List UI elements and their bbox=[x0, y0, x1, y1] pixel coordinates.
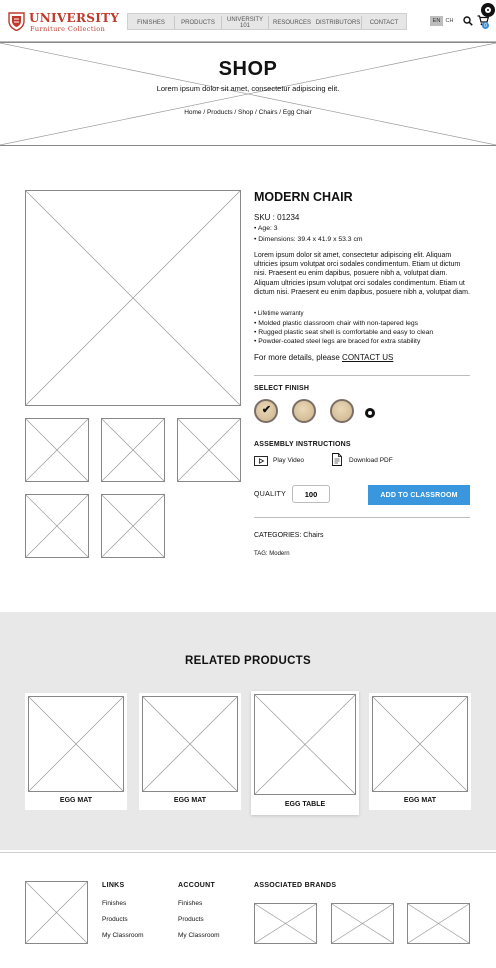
category-link[interactable]: Chairs bbox=[303, 532, 324, 539]
language-en[interactable]: EN bbox=[430, 16, 443, 26]
related-product-card[interactable] bbox=[139, 693, 241, 810]
product-title: MODERN CHAIR bbox=[254, 190, 353, 204]
product-thumbnail[interactable] bbox=[101, 418, 165, 482]
related-product-name: EGG TABLE bbox=[284, 801, 326, 808]
play-video-icon[interactable] bbox=[254, 456, 268, 466]
related-product-name: EGG MAT bbox=[403, 797, 437, 804]
search-icon[interactable] bbox=[463, 16, 473, 26]
pdf-document-icon[interactable] bbox=[332, 453, 342, 466]
product-sku: SKU : 01234 bbox=[254, 213, 300, 222]
related-product-image bbox=[372, 696, 468, 792]
cart-count-badge: 0 bbox=[482, 22, 489, 29]
product-feature: • Powder-coated steel legs are braced for extra stability bbox=[254, 338, 421, 345]
site-header bbox=[0, 0, 496, 42]
nav-resources[interactable]: RESOURCES bbox=[272, 19, 311, 26]
breadcrumb-separator: / bbox=[277, 109, 283, 116]
main-nav bbox=[127, 13, 407, 30]
quantity-label: QUALITY bbox=[254, 491, 287, 498]
footer-link-products[interactable]: Products bbox=[102, 916, 128, 923]
breadcrumb-separator: / bbox=[253, 109, 259, 116]
product-feature: • Rugged plastic seat shell is comfortable and easy to clean bbox=[254, 329, 434, 336]
download-pdf-link[interactable]: Download PDF bbox=[349, 457, 393, 464]
footer-account-my-classroom[interactable]: My Classroom bbox=[178, 932, 220, 939]
related-product-card[interactable] bbox=[369, 693, 471, 810]
product-description: Lorem ipsum dolor sit amet, consectetur adipiscing elit. Aliquam ultricies ipsum volutpat orci sodales condimentum. Etiam ut dictum nisi. Praesent eu enim dapibus, posuere nibh a, volutpat diam. Aliquam ultricies ipsum volutpat orci sodales condimentum. Etiam ut dictum nisi. Praesent eu enim dapibus, posuere nibh a, volutpat diam. bbox=[254, 252, 470, 296]
related-product-image bbox=[28, 696, 124, 792]
finish-swatch[interactable] bbox=[292, 399, 316, 423]
related-product-name: EGG MAT bbox=[173, 797, 207, 804]
language-ch[interactable]: CH bbox=[445, 18, 454, 24]
breadcrumb-separator: / bbox=[232, 109, 239, 116]
shield-logo-icon[interactable] bbox=[8, 11, 25, 31]
menu-icon[interactable] bbox=[481, 3, 495, 17]
product-age: • Age: 3 bbox=[254, 225, 278, 232]
product-thumbnail[interactable] bbox=[25, 494, 89, 558]
related-product-image bbox=[142, 696, 238, 792]
footer-account-finishes[interactable]: Finishes bbox=[178, 900, 203, 907]
footer-account-heading: ACCOUNT bbox=[178, 882, 216, 889]
breadcrumb-current: Egg Chair bbox=[282, 109, 312, 116]
page-title: SHOP bbox=[218, 58, 278, 80]
tag-prefix: TAG: bbox=[254, 551, 270, 557]
product-thumbnail[interactable] bbox=[25, 418, 89, 482]
nav-finishes[interactable]: FINISHES bbox=[137, 19, 165, 26]
tags bbox=[254, 551, 290, 557]
footer-link-my-classroom[interactable]: My Classroom bbox=[102, 932, 144, 939]
nav-contact[interactable]: CONTACT bbox=[369, 19, 399, 26]
tag-link[interactable]: Modern bbox=[269, 551, 290, 557]
logo-title[interactable]: UNIVERSITY bbox=[29, 11, 120, 25]
add-to-classroom-button[interactable]: ADD TO CLASSROOM bbox=[368, 485, 470, 505]
footer-links-heading: LINKS bbox=[102, 882, 125, 889]
nav-products[interactable]: PRODUCTS bbox=[181, 19, 215, 26]
breadcrumb-separator: / bbox=[201, 109, 207, 116]
categories-prefix: CATEGORIES: bbox=[254, 532, 304, 539]
related-product-name: EGG MAT bbox=[59, 797, 93, 804]
breadcrumb-shop[interactable]: Shop bbox=[238, 109, 254, 116]
page-subtitle: Lorem ipsum dolor sit amet, consectetur adipiscing elit. bbox=[156, 84, 340, 93]
details-prefix: For more details, please bbox=[254, 353, 343, 362]
finish-swatch-selected[interactable] bbox=[254, 399, 278, 423]
play-video-link[interactable]: Play Video bbox=[273, 457, 304, 464]
contact-us-link[interactable]: CONTACT US bbox=[342, 353, 394, 362]
logo-subtitle: Furniture Collection bbox=[30, 25, 106, 33]
product-thumbnail[interactable] bbox=[101, 494, 165, 558]
divider bbox=[254, 375, 470, 376]
product-feature: • Lifetime warranty bbox=[254, 311, 304, 317]
categories bbox=[254, 532, 324, 539]
breadcrumb-chairs[interactable]: Chairs bbox=[258, 109, 278, 116]
finish-swatch[interactable] bbox=[330, 399, 354, 423]
divider bbox=[254, 517, 470, 518]
assembly-heading: ASSEMBLY INSTRUCTIONS bbox=[254, 441, 351, 448]
related-product-card-hover[interactable] bbox=[251, 691, 359, 815]
finish-radio-indicator[interactable] bbox=[365, 408, 375, 418]
product-main-image[interactable] bbox=[25, 190, 241, 406]
related-products-heading: RELATED PRODUCTS bbox=[185, 655, 311, 667]
brand-logo[interactable] bbox=[331, 903, 394, 944]
brand-logo[interactable] bbox=[254, 903, 317, 944]
quantity-input[interactable] bbox=[292, 485, 330, 503]
select-finish-heading: SELECT FINISH bbox=[254, 385, 310, 392]
footer-link-finishes[interactable]: Finishes bbox=[102, 900, 127, 907]
checkmark-icon: ✔ bbox=[261, 404, 272, 416]
footer-account-products[interactable]: Products bbox=[178, 916, 204, 923]
related-product-image bbox=[254, 694, 356, 795]
product-thumbnail[interactable] bbox=[177, 418, 241, 482]
nav-distributors[interactable]: DISTRIBUTORS bbox=[315, 19, 361, 26]
breadcrumb-home[interactable]: Home bbox=[184, 109, 202, 116]
details-text bbox=[254, 353, 393, 362]
nav-university-101[interactable]: UNIVERSITY 101 bbox=[227, 16, 264, 29]
product-feature: • Molded plastic classroom chair with non-tapered legs bbox=[254, 320, 419, 327]
related-product-card[interactable] bbox=[25, 693, 127, 810]
footer-logo-image[interactable] bbox=[25, 881, 88, 944]
product-dimensions: • Dimensions: 39.4 x 41.9 x 53.3 cm bbox=[254, 236, 363, 243]
brand-logo[interactable] bbox=[407, 903, 470, 944]
footer-brands-heading: ASSOCIATED BRANDS bbox=[254, 882, 337, 889]
breadcrumb-products[interactable]: Products bbox=[206, 109, 233, 116]
breadcrumb bbox=[0, 109, 496, 116]
